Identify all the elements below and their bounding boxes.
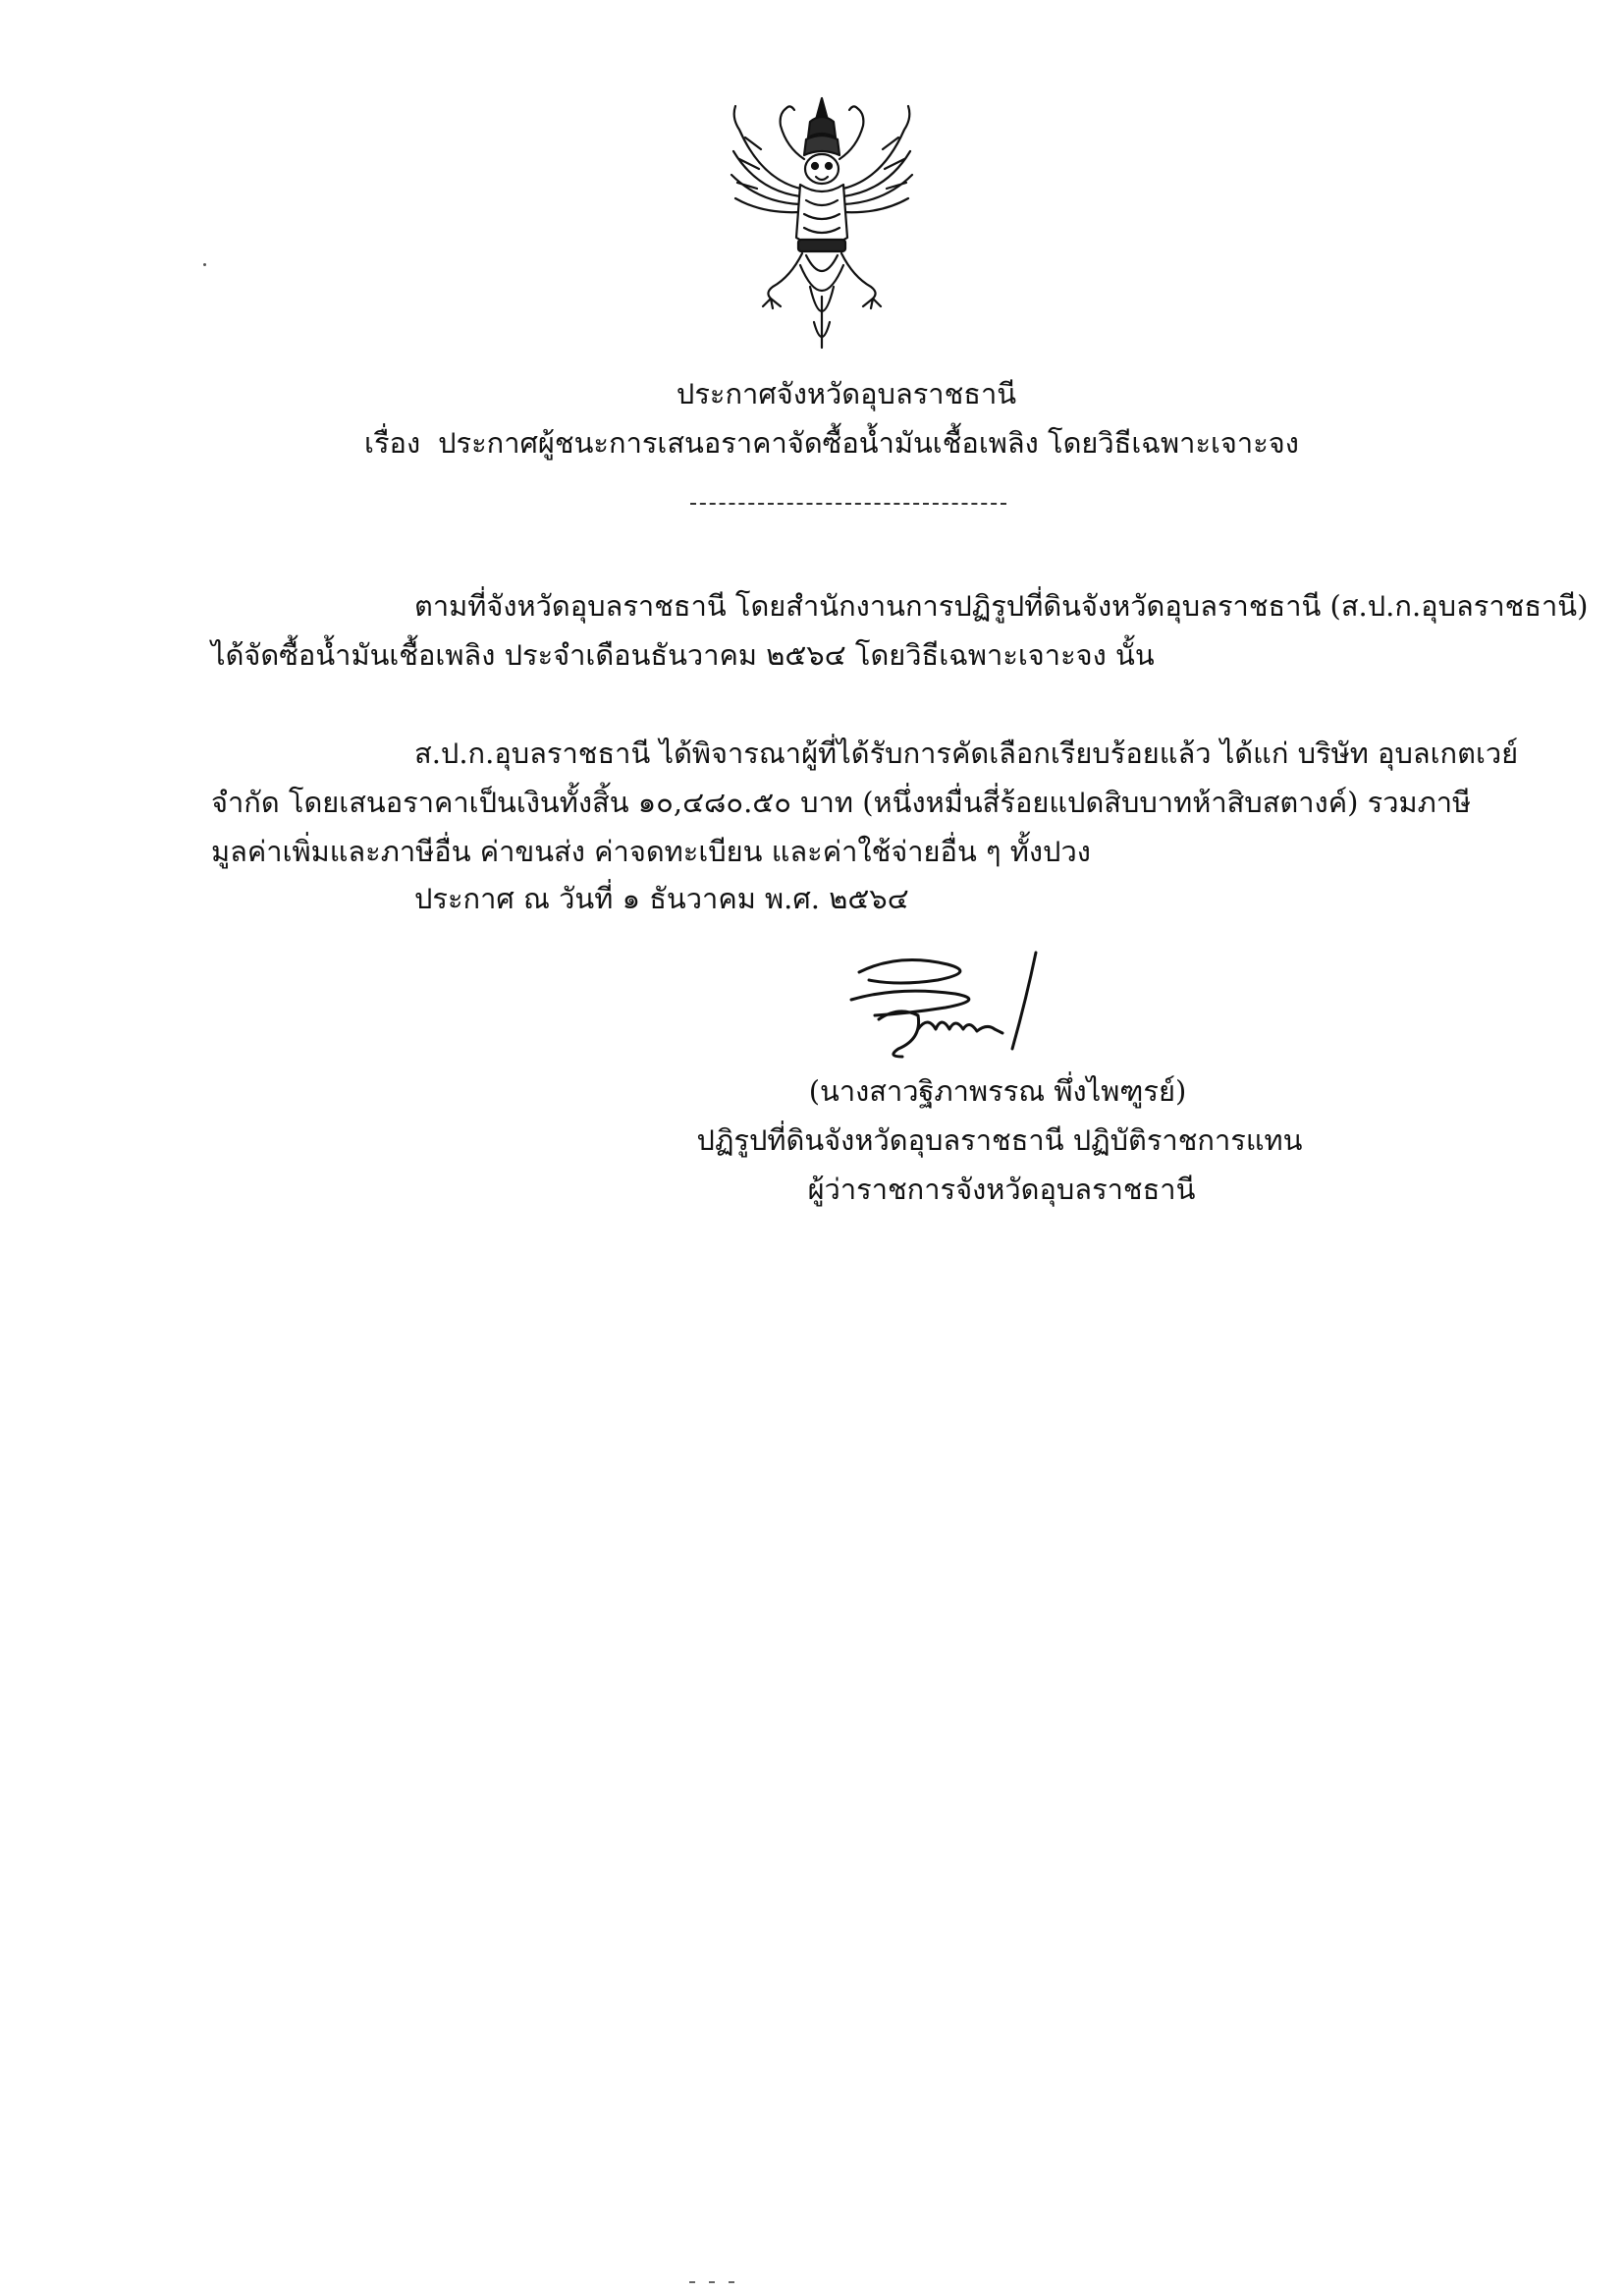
subject-label: เรื่อง [364,426,421,460]
paragraph-2-line-3: มูลค่าเพิ่มและภาษีอื่น ค่าขนส่ง ค่าจดทะเบียน และค่าใช้จ่ายอื่น ๆ ทั้งปวง [211,835,1091,868]
paragraph-2 [211,729,1519,876]
handwritten-signature-icon [839,951,1065,1068]
announcement-date [211,874,1488,923]
paragraph-2-line-2: จำกัด โดยเสนอราคาเป็นเงินทั้งสิ้น ๑๐,๔๘๐.๕๐ บาท (หนึ่งหมื่นสี่ร้อยแปดสิบบาทห้าสิบสตางค์) รวมภาษี [211,786,1472,819]
paragraph-1-line-1: ตามที่จังหวัดอุบลราชธานี โดยสำนักงานการปฏิรูปที่ดินจังหวัดอุบลราชธานี (ส.ป.ก.อุบลราชธานี) [414,589,1589,623]
garuda-emblem-icon [722,90,923,355]
date-line: ประกาศ ณ วันที่ ๑ ธันวาคม พ.ศ. ๒๕๖๔ [414,882,909,915]
document-subject [20,420,1624,465]
subject-text: ประกาศผู้ชนะการเสนอราคาจัดซื้อน้ำมันเชื้อเพลิง โดยวิธีเฉพาะเจาะจง [438,426,1299,460]
document-title: ประกาศจังหวัดอุบลราชธานี [676,377,1017,410]
scan-marks [687,2280,746,2284]
paragraph-1 [211,581,1589,680]
paragraph-2-line-1: ส.ป.ก.อุบลราชธานี ได้พิจารณาผู้ที่ได้รับการคัดเลือกเรียบร้อยแล้ว ได้แก่ บริษัท อุบลเกตเวย์ [414,737,1519,770]
signatory-position-2: ผู้ว่าราชการจังหวัดอุบลราชธานี [807,1173,1196,1206]
scan-speck [203,263,206,266]
header-divider [690,503,1006,505]
signatory-name: (นางสาวฐิภาพรรณ พึ่งไพฑูรย์) [808,1074,1187,1108]
paragraph-1-line-2: ได้จัดซื้อน้ำมันเชื้อเพลิง ประจำเดือนธันวาคม ๒๕๖๔ โดยวิธีเฉพาะเจาะจง นั้น [211,638,1155,672]
signatory-position-1: ปฏิรูปที่ดินจังหวัดอุบลราชธานี ปฏิบัติราชการแทน [696,1123,1303,1157]
